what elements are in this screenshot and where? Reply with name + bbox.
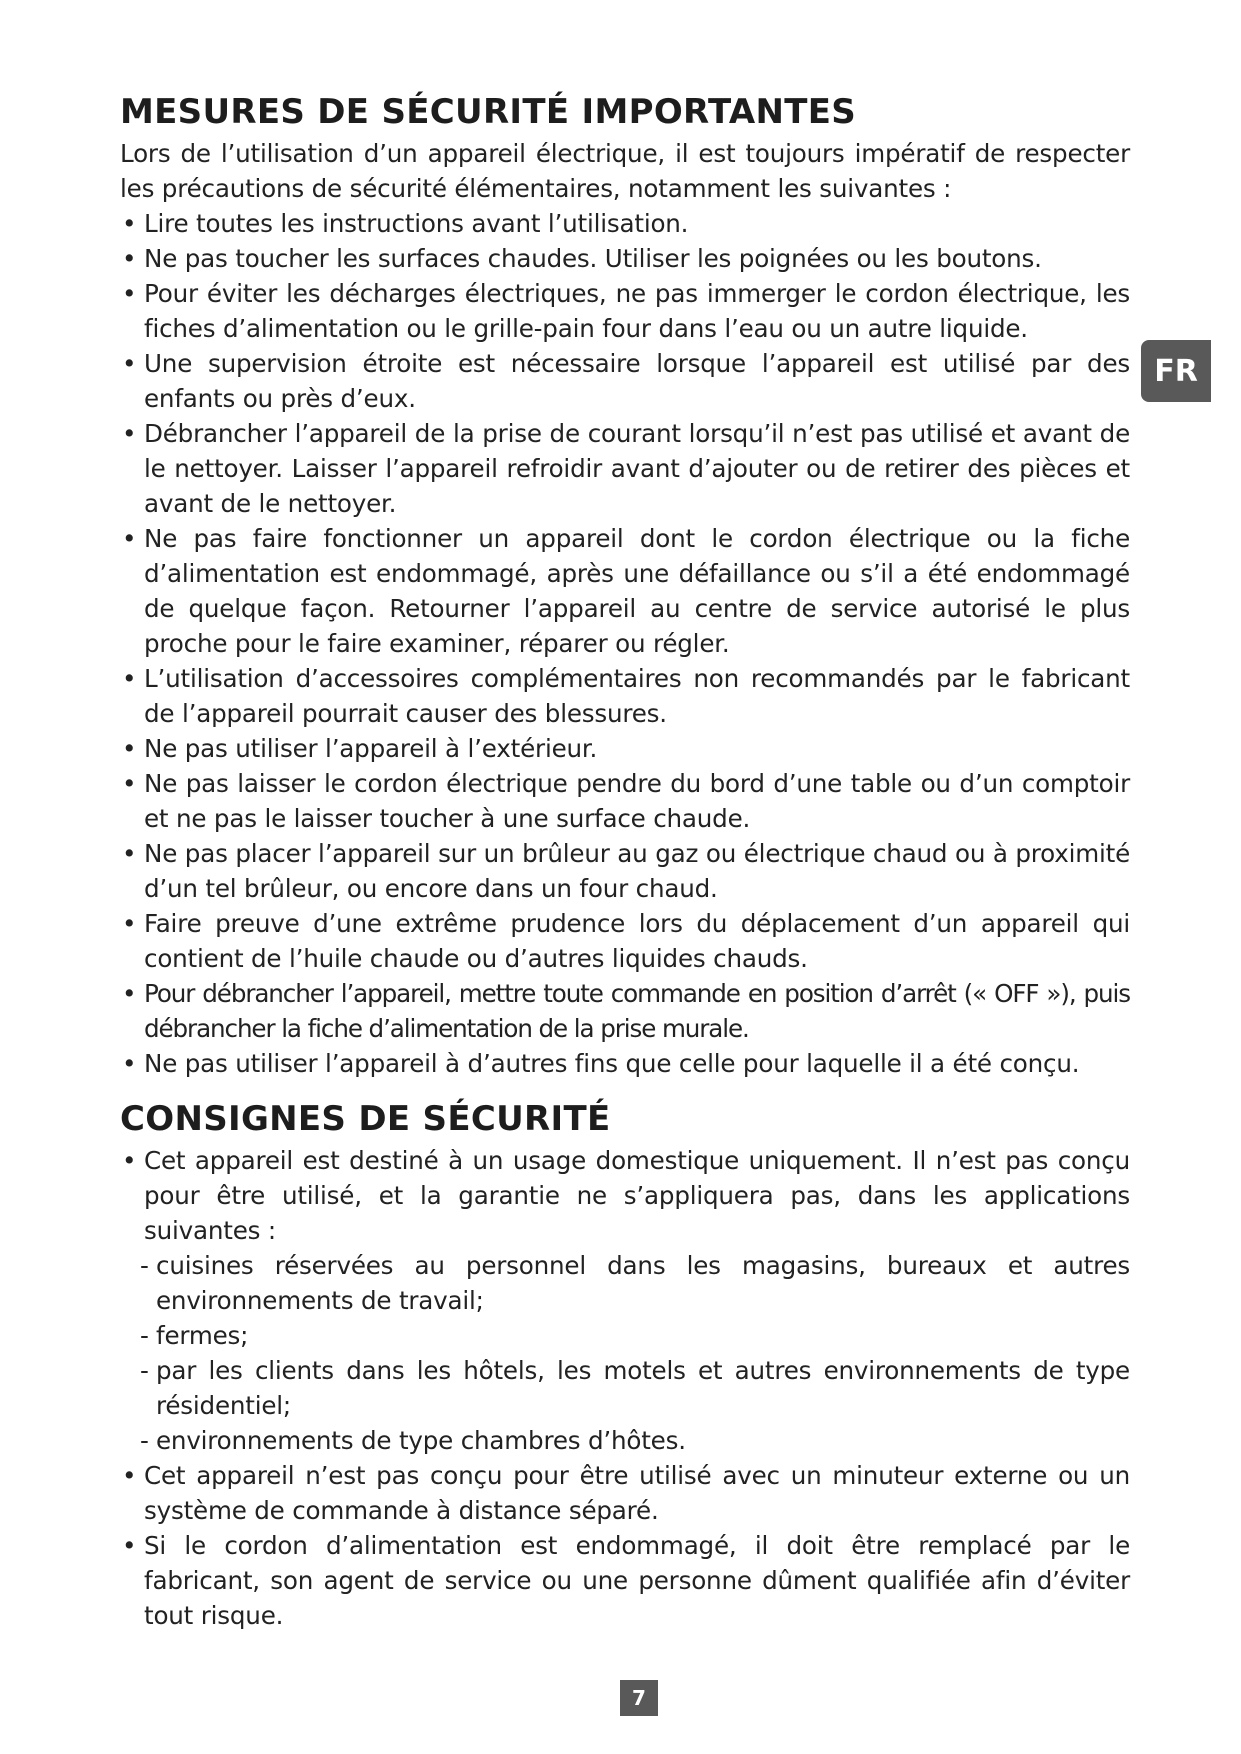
section-title-important-safety: MESURES DE SÉCURITÉ IMPORTANTES <box>120 92 857 132</box>
section-title-safety-instructions: CONSIGNES DE SÉCURITÉ <box>120 1099 611 1139</box>
list-item: • Débrancher l’appareil de la prise de courant lorsqu’il n’est pas utilisé et avant de le nettoyer. Laisser l’appareil refroidir avant d’ajouter ou de retirer des pièces et avant de le nettoyer. <box>120 416 1130 521</box>
list-item: • L’utilisation d’accessoires complémentaires non recommandés par le fabricant de l’appareil pourrait causer des blessures. <box>120 661 1130 731</box>
list-item: • Ne pas laisser le cordon électrique pendre du bord d’une table ou d’un comptoir et ne pas le laisser toucher à une surface chaude. <box>120 766 1130 836</box>
list-item: • Faire preuve d’une extrême prudence lors du déplacement d’un appareil qui contient de l’huile chaude ou d’autres liquides chauds. <box>120 906 1130 976</box>
list-item: • Cet appareil n’est pas conçu pour être utilisé avec un minuteur externe ou un système de commande à distance séparé. <box>120 1458 1130 1528</box>
safety-list <box>120 206 1130 1081</box>
list-item: • Ne pas faire fonctionner un appareil dont le cordon électrique ou la fiche d’alimentation est endommagé, après une défaillance ou s’il a été endommagé de quelque façon. Retourner l’appareil au centre de service autorisé le plus proche pour le faire examiner, réparer ou régler. <box>120 521 1130 661</box>
list-item: • Ne pas toucher les surfaces chaudes. Utiliser les poignées ou les boutons. <box>120 241 1130 276</box>
sub-list-item: - cuisines réservées au personnel dans les magasins, bureaux et autres environnements de travail; <box>120 1248 1130 1318</box>
list-item: • Pour éviter les décharges électriques, ne pas immerger le cordon électrique, les fiches d’alimentation ou le grille-pain four dans l’eau ou un autre liquide. <box>120 276 1130 346</box>
language-tab: FR <box>1141 340 1211 402</box>
sub-list-item: - par les clients dans les hôtels, les motels et autres environnements de type résidentiel; <box>120 1353 1130 1423</box>
list-item: • Si le cordon d’alimentation est endommagé, il doit être remplacé par le fabricant, son agent de service ou une personne dûment qualifiée afin d’éviter tout risque. <box>120 1528 1130 1633</box>
sub-list-item: - fermes; <box>120 1318 1130 1353</box>
list-item: • Pour débrancher l’appareil, mettre toute commande en position d’arrêt (« OFF »), puis débrancher la fiche d’alimentation de la prise murale. <box>120 976 1130 1046</box>
sub-list-item: - environnements de type chambres d’hôtes. <box>120 1423 1130 1458</box>
list-item: • Cet appareil est destiné à un usage domestique uniquement. Il n’est pas conçu pour être utilisé, et la garantie ne s’appliquera pas, dans les applications suivantes : <box>120 1143 1130 1248</box>
list-item: • Ne pas utiliser l’appareil à l’extérieur. <box>120 731 1130 766</box>
list-item: • Ne pas utiliser l’appareil à d’autres fins que celle pour laquelle il a été conçu. <box>120 1046 1130 1081</box>
instructions-list <box>120 1143 1130 1633</box>
list-item: • Ne pas placer l’appareil sur un brûleur au gaz ou électrique chaud ou à proximité d’un tel brûleur, ou encore dans un four chaud. <box>120 836 1130 906</box>
list-item: • Lire toutes les instructions avant l’utilisation. <box>120 206 1130 241</box>
intro-paragraph: Lors de l’utilisation d’un appareil électrique, il est toujours impératif de respecter les précautions de sécurité élémentaires, notamment les suivantes : <box>120 139 1130 203</box>
list-item: • Une supervision étroite est nécessaire lorsque l’appareil est utilisé par des enfants ou près d’eux. <box>120 346 1130 416</box>
document-page <box>120 92 1130 1633</box>
page-number-badge: 7 <box>620 1680 658 1716</box>
